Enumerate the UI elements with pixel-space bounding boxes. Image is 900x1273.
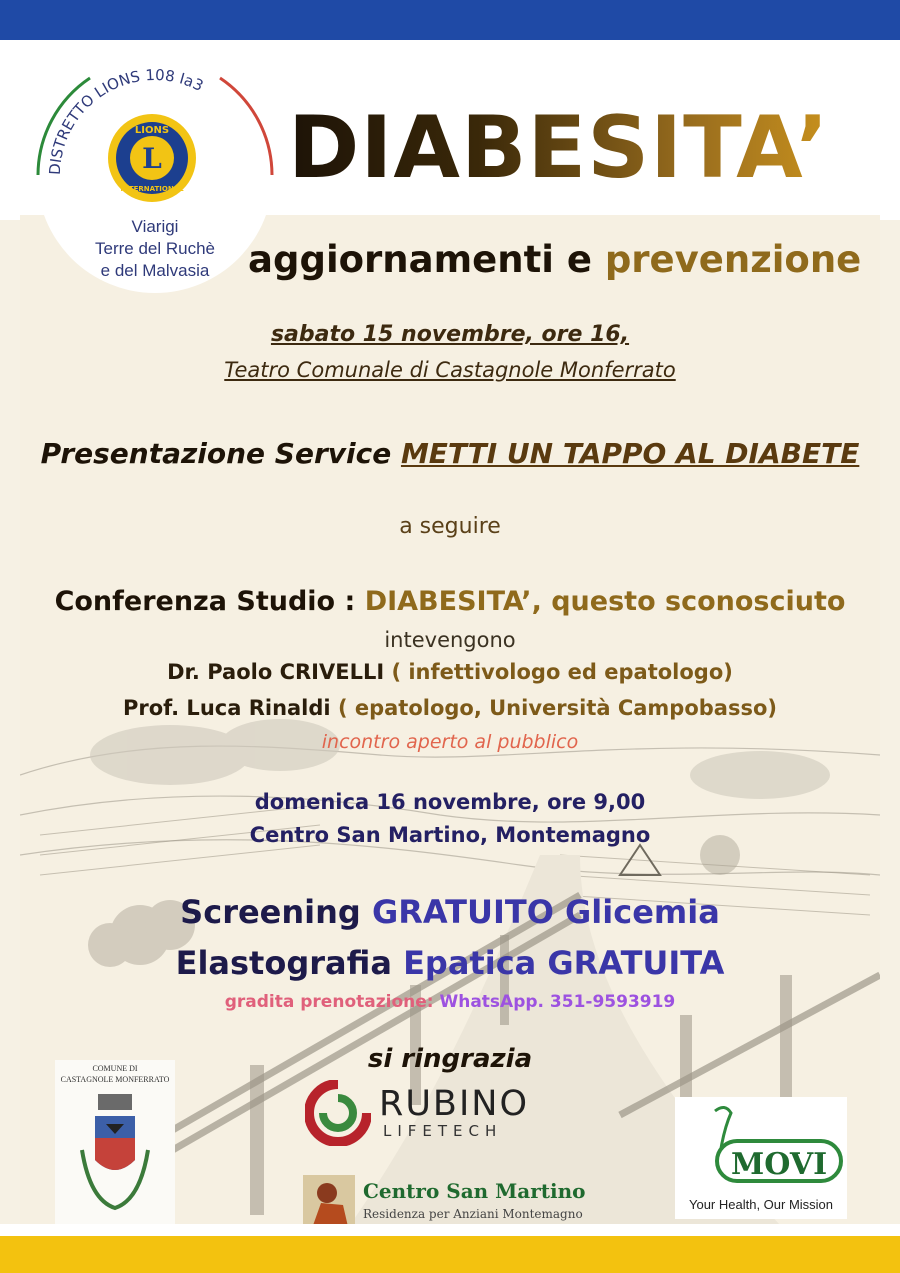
thanks-heading: si ringrazia bbox=[367, 1044, 533, 1074]
san-martino-name: Centro San Martino bbox=[363, 1179, 586, 1203]
speaker-1-role: ( infettivologo ed epatologo) bbox=[391, 660, 733, 684]
event-venue: Teatro Comunale di Castagnole Monferrato bbox=[224, 358, 676, 382]
club-line-1: Viarigi bbox=[131, 217, 179, 236]
comune-logo bbox=[55, 1060, 175, 1225]
booking-label: gradita prenotazione: bbox=[224, 992, 440, 1012]
intervengono-label: intevengono bbox=[384, 628, 516, 652]
coat-of-arms-icon bbox=[70, 1090, 160, 1220]
conference-line bbox=[0, 586, 900, 617]
san-martino-sub: Residenza per Anziani Montemagno bbox=[363, 1207, 583, 1221]
screening-place: Centro San Martino, Montemagno bbox=[249, 823, 651, 847]
booking-info bbox=[0, 992, 900, 1012]
subtitle-part-1: aggiornamenti e bbox=[248, 238, 605, 281]
conference-title: DIABESITA’, questo sconosciuto bbox=[364, 586, 846, 617]
screening-line-2 bbox=[0, 944, 900, 982]
screening-line-2-a: Elastografia bbox=[175, 944, 404, 982]
conference-prefix: Conferenza Studio : bbox=[54, 586, 365, 617]
movi-name: MOVI bbox=[731, 1147, 828, 1182]
club-line-2: Terre del Ruchè bbox=[94, 239, 216, 258]
movi-tagline: Your Health, Our Mission bbox=[688, 1197, 834, 1212]
event-title: DIABESITA’ bbox=[288, 98, 830, 198]
speaker-2-name: Prof. Luca Rinaldi bbox=[122, 696, 338, 720]
screening-line-1-b: GRATUITO Glicemia bbox=[371, 893, 720, 931]
top-blue-bar bbox=[0, 0, 900, 40]
speaker-2-role: ( epatologo, Università Campobasso) bbox=[337, 696, 777, 720]
screening-line-1 bbox=[0, 893, 900, 931]
lions-ring-text: DISTRETTO LIONS 108 Ia3 bbox=[45, 65, 207, 176]
lions-letter: L bbox=[142, 142, 162, 175]
movi-logo bbox=[675, 1097, 847, 1219]
lions-club-logo bbox=[30, 50, 280, 300]
lions-center-top: LIONS bbox=[134, 125, 170, 136]
bottom-yellow-bar bbox=[0, 1236, 900, 1273]
rubino-name: RUBINO bbox=[379, 1084, 530, 1124]
comune-line-1: COMUNE DI bbox=[92, 1064, 138, 1073]
service-line bbox=[0, 437, 900, 470]
booking-value: WhatsApp. 351-9593919 bbox=[439, 992, 676, 1012]
rubino-lifetech-logo bbox=[305, 1080, 555, 1150]
service-name: METTI UN TAPPO AL DIABETE bbox=[400, 437, 860, 470]
lions-center-bottom: INTERNATIONAL bbox=[120, 185, 184, 193]
a-seguire: a seguire bbox=[399, 514, 501, 539]
rubino-swirl-icon bbox=[305, 1080, 371, 1146]
rubino-sub: LIFETECH bbox=[383, 1122, 503, 1140]
event-subtitle bbox=[248, 238, 861, 281]
service-prefix: Presentazione Service bbox=[40, 437, 401, 470]
speaker-1-name: Dr. Paolo CRIVELLI bbox=[167, 660, 392, 684]
screening-date: domenica 16 novembre, ore 9,00 bbox=[254, 790, 646, 814]
speaker-1 bbox=[0, 660, 900, 684]
centro-san-martino-logo bbox=[303, 1175, 603, 1231]
subtitle-part-2: prevenzione bbox=[604, 238, 862, 281]
comune-line-2: CASTAGNOLE MONFERRATO bbox=[60, 1075, 170, 1084]
san-martino-emblem-icon bbox=[303, 1175, 355, 1231]
open-to-public-note: incontro aperto al pubblico bbox=[321, 731, 579, 753]
speaker-2 bbox=[0, 696, 900, 720]
club-line-3: e del Malvasia bbox=[100, 261, 210, 280]
screening-line-1-a: Screening bbox=[180, 893, 372, 931]
screening-line-2-b: Epatica GRATUITA bbox=[403, 944, 725, 982]
event-date: sabato 15 novembre, ore 16, bbox=[270, 322, 630, 347]
